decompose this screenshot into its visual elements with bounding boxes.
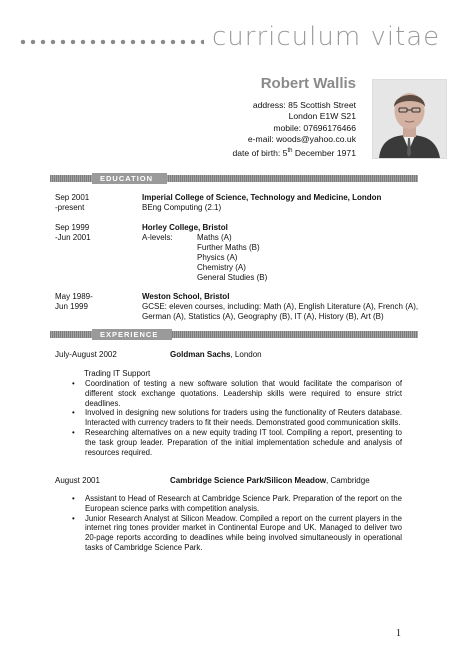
list-item: • Involved in designing new solutions for traders using the functionality of Reuters database. Interacted with currency traders to fit their needs. Demonstrated good communication skills. [72, 408, 402, 428]
address-line-2: London E1W S21 [288, 111, 356, 122]
cambridge-date: August 2001 [55, 476, 100, 485]
weston-date-end: Jun 1999 [55, 302, 88, 311]
alevel-subject: General Studies (B) [197, 273, 268, 282]
goldman-location: , London [230, 350, 262, 359]
alevel-subject: Chemistry (A) [197, 263, 246, 272]
person-name: Robert Wallis [260, 75, 356, 92]
cambridge-company: Cambridge Science Park/Silicon Meadow [170, 476, 327, 485]
contact-block [232, 100, 356, 159]
cambridge-bullet-list [72, 494, 402, 553]
list-item: • Assistant to Head of Research at Cambridge Science Park. Preparation of the report on the European science parks with competition analysis. [72, 494, 402, 514]
page-number: 1 [396, 628, 401, 639]
horley-school: Horley College, Bristol [142, 223, 228, 232]
imperial-school: Imperial College of Science, Technology and Medicine, London [142, 193, 382, 202]
goldman-role: Trading IT Support [84, 369, 151, 378]
education-heading: EDUCATION [92, 173, 167, 184]
email: e-mail: woods@yahoo.co.uk [247, 134, 356, 145]
cambridge-location: , Cambridge [326, 476, 370, 485]
list-item: • Researching alternatives on a new equity trading IT tool. Compiling a report, presenting to the task group leader. Preparation of the initial implementation schedule and analysis of resources required. [72, 428, 402, 457]
mobile: mobile: 07696176466 [273, 122, 356, 133]
decorative-dots [18, 38, 204, 46]
alevel-subject: Further Maths (B) [197, 243, 260, 252]
goldman-company: Goldman Sachs [170, 350, 231, 359]
goldman-employer [170, 350, 262, 360]
address-line-1: address: 85 Scottish Street [252, 100, 356, 110]
alevel-subject: Physics (A) [197, 253, 238, 262]
document-title: curriculum vitae [212, 22, 441, 52]
weston-gcse-line-1: GCSE: eleven courses, including: Math (A), English Literature (A), French (A), [142, 302, 419, 311]
weston-gcse-line-2: German (A), Statistics (A), Geography (B), IT (A), History (B), Art (B) [142, 312, 384, 321]
imperial-date-start: Sep 2001 [55, 193, 90, 202]
weston-school: Weston School, Bristol [142, 292, 230, 301]
profile-photo [372, 79, 447, 159]
experience-heading: EXPERIENCE [92, 329, 172, 340]
horley-date-start: Sep 1999 [55, 223, 90, 232]
alevel-subject: Maths (A) [197, 233, 232, 242]
horley-alevels-label: A-levels: [142, 233, 173, 242]
imperial-date-end: -present [55, 203, 85, 212]
goldman-bullet-list [72, 379, 402, 457]
goldman-date: July-August 2002 [55, 350, 117, 359]
cambridge-employer [170, 476, 370, 486]
date-of-birth: date of birth: 5th December 1971 [232, 147, 356, 158]
list-item: • Junior Research Analyst at Silicon Meadow. Compiled a report on the current players in the internet ring tones provider market in Continental Europe and UK. Managed to deliver two 20-page reports according to deadlines while being involved simultaneously in operational tasks of Cambridge Science Park. [72, 514, 402, 553]
weston-date-start: May 1989- [55, 292, 93, 301]
list-item: • Coordination of testing a new software solution that would facilitate the comparison of different stock exchange quotations. Leadership skills were required to ensure strict deadlines. [72, 379, 402, 408]
horley-date-end: -Jun 2001 [55, 233, 91, 242]
imperial-degree: BEng Computing (2.1) [142, 203, 222, 212]
